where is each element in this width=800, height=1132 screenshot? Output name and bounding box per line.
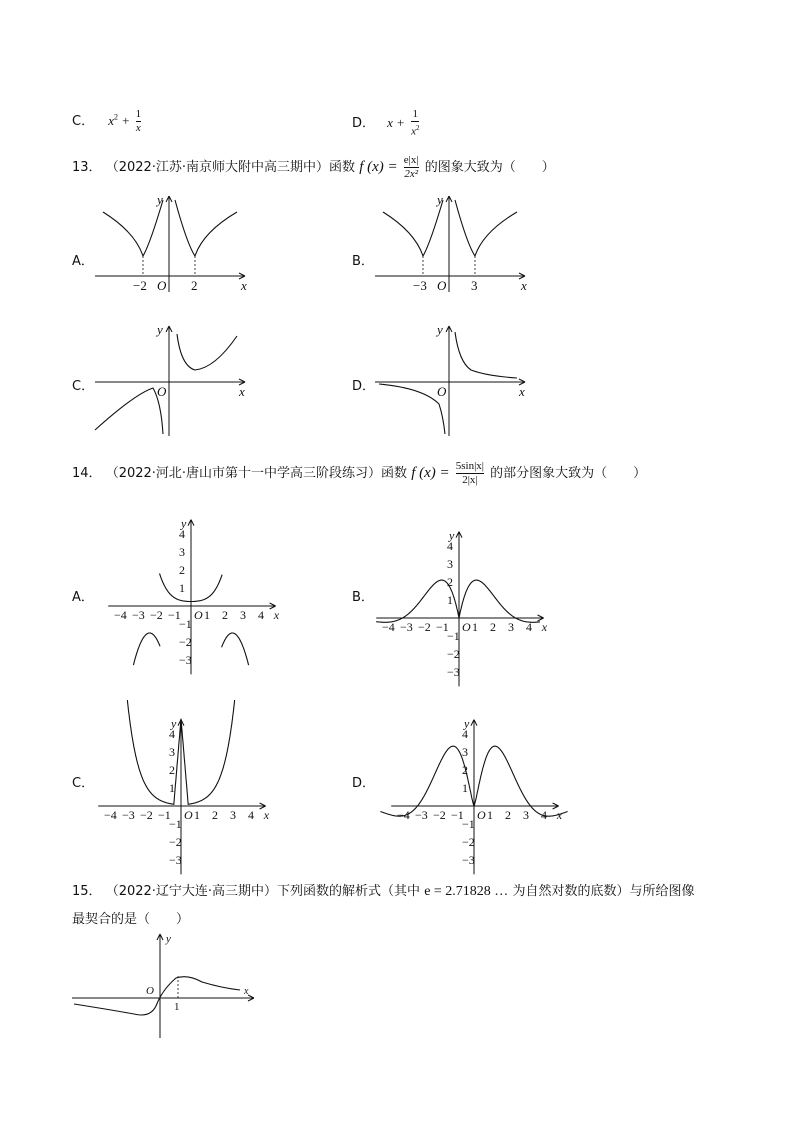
y-tick-label: 1	[462, 781, 468, 795]
tick-3: 3	[471, 278, 478, 293]
q13-graph-b	[375, 192, 535, 294]
y-tick-label: −1	[447, 629, 460, 643]
q13-option-b[interactable]: B．	[352, 254, 374, 269]
tick-neg3: −3	[413, 278, 427, 293]
x-tick-label: −4	[114, 608, 127, 622]
e-constant: e = 2.71828 …	[424, 884, 509, 899]
x-label: x	[244, 986, 249, 997]
q13-graph-a	[95, 192, 255, 294]
y-label: y	[157, 322, 163, 337]
question-number: 14．	[72, 466, 102, 481]
y-label: y	[171, 716, 177, 731]
y-tick-label: 1	[447, 593, 453, 607]
tick-2: 2	[191, 278, 198, 293]
x-label: x	[541, 620, 548, 634]
x-label: x	[273, 608, 280, 622]
x-tick-label: 3	[230, 808, 236, 822]
fraction: $\frac{1}{x^2}$	[411, 108, 420, 138]
x-tick-label: −4	[382, 620, 395, 634]
origin-label: O	[157, 278, 167, 293]
q14-option-c[interactable]: C．	[72, 776, 95, 791]
q13-graph-c	[95, 322, 255, 440]
q14-graph-b	[373, 500, 573, 680]
origin-label: O	[437, 278, 447, 293]
x-tick-label: −4	[397, 808, 410, 822]
origin-label: O	[194, 608, 203, 622]
x-tick-label: 3	[240, 608, 246, 622]
question-number: 15．	[72, 884, 102, 899]
expr-plus: +	[122, 113, 130, 128]
y-label: y	[464, 716, 470, 731]
x-label: x	[239, 384, 245, 399]
x-tick-label: 3	[523, 808, 529, 822]
x-tick-label: 1	[204, 608, 210, 622]
function-fraction: $\frac{e|x|}{\text{2x²}}$	[403, 154, 419, 180]
y-tick-label: 3	[179, 545, 185, 559]
q14-option-a[interactable]: A．	[72, 590, 94, 605]
function-curve	[133, 633, 160, 665]
y-label: y	[437, 322, 443, 337]
y-label: y	[181, 516, 187, 531]
x-tick-label: −3	[415, 808, 428, 822]
y-label: y	[437, 192, 443, 207]
y-tick-label: −1	[169, 817, 182, 831]
q14-stem	[72, 460, 646, 487]
x-tick-label: 4	[248, 808, 254, 822]
origin-label: O	[477, 808, 486, 822]
function-fraction: $\frac{5\sin|x|}{2|x|}$	[455, 460, 485, 486]
x-tick-label: 1	[487, 808, 493, 822]
x-label: x	[556, 808, 563, 822]
function-name: f (x) =	[359, 159, 398, 175]
q15-stem-line1	[72, 880, 694, 900]
expr-x: x	[108, 113, 114, 128]
origin-label: O	[184, 808, 193, 822]
origin-label: O	[157, 384, 167, 399]
x-tick-label: −1	[168, 608, 181, 622]
y-tick-label: −3	[462, 853, 475, 867]
question-source: （2022·辽宁大连·高三期中）下列函数的解析式（其中	[105, 884, 421, 899]
origin-label: O	[462, 620, 471, 634]
y-tick-label: 1	[179, 581, 185, 595]
q14-graph-c	[95, 688, 295, 868]
y-tick-label: 3	[169, 745, 175, 759]
x-label: x	[519, 384, 525, 399]
expr-exp: 2	[114, 112, 118, 122]
q13-graph-d	[375, 322, 535, 440]
x-tick-label: −2	[140, 808, 153, 822]
q15-graph	[72, 930, 262, 1042]
y-tick-label: 3	[462, 745, 468, 759]
y-tick-label: 1	[169, 781, 175, 795]
y-tick-label: −2	[462, 835, 475, 849]
y-tick-label: 4	[447, 539, 453, 553]
x-tick-label: −3	[400, 620, 413, 634]
y-tick-label: −3	[179, 653, 192, 667]
q12-option-d[interactable]	[352, 108, 421, 139]
fraction: $\frac{1}{x}$	[135, 108, 142, 134]
q14-graph-a	[95, 500, 295, 680]
q14-option-b[interactable]: B．	[352, 590, 374, 605]
x-tick-label: −1	[451, 808, 464, 822]
x-tick-label: 4	[258, 608, 264, 622]
y-tick-label: 2	[169, 763, 175, 777]
y-tick-label: −3	[169, 853, 182, 867]
question-tail: 的部分图象大致为（ ）	[490, 466, 647, 481]
question-tail: 为自然对数的底数）与所给图像	[512, 884, 695, 899]
tick-1: 1	[174, 1001, 180, 1013]
function-curve	[376, 580, 540, 622]
question-source: （2022·河北·唐山市第十一中学高三阶段练习）函数	[105, 466, 408, 481]
q14-graph-d	[373, 688, 573, 868]
x-tick-label: 2	[490, 620, 496, 634]
origin-label: O	[146, 985, 154, 997]
y-tick-label: 4	[179, 527, 185, 541]
x-label: x	[521, 278, 527, 293]
y-tick-label: 4	[462, 727, 468, 741]
y-tick-label: 4	[169, 727, 175, 741]
q13-option-a[interactable]: A．	[72, 254, 94, 269]
option-c-label: C．	[72, 114, 95, 129]
question-tail: 的图象大致为（ ）	[424, 160, 555, 175]
y-tick-label: 3	[447, 557, 453, 571]
y-tick-label: −1	[179, 617, 192, 631]
q13-option-c[interactable]: C．	[72, 379, 95, 394]
x-tick-label: 3	[508, 620, 514, 634]
q12-option-c[interactable]	[72, 108, 143, 135]
x-tick-label: 2	[505, 808, 511, 822]
tick-neg2: −2	[133, 278, 147, 293]
x-tick-label: −1	[158, 808, 171, 822]
x-tick-label: −4	[104, 808, 117, 822]
x-tick-label: 4	[541, 808, 547, 822]
q15-stem-line2: 最契合的是（ ）	[72, 912, 190, 927]
x-label: x	[263, 808, 270, 822]
y-tick-label: −2	[169, 835, 182, 849]
q13-option-d[interactable]: D．	[352, 379, 376, 394]
y-tick-label: −2	[179, 635, 192, 649]
x-label: x	[241, 278, 247, 293]
question-source: （2022·江苏·南京师大附中高三期中）函数	[105, 160, 356, 175]
function-name: f (x) =	[411, 465, 450, 481]
question-number: 13．	[72, 160, 102, 175]
x-tick-label: 4	[526, 620, 532, 634]
y-label: y	[157, 192, 163, 207]
x-tick-label: 2	[222, 608, 228, 622]
y-tick-label: 2	[179, 563, 185, 577]
x-tick-label: −2	[418, 620, 431, 634]
y-tick-label: 2	[462, 763, 468, 777]
y-label: y	[449, 528, 455, 543]
y-label: y	[166, 933, 171, 945]
function-curve	[222, 633, 249, 665]
y-tick-label: −3	[447, 665, 460, 679]
expr-x-plus: x +	[387, 114, 405, 130]
y-tick-label: −1	[462, 817, 475, 831]
y-tick-label: −2	[447, 647, 460, 661]
x-tick-label: −1	[436, 620, 449, 634]
x-tick-label: 1	[194, 808, 200, 822]
x-tick-label: 2	[212, 808, 218, 822]
x-tick-label: −2	[433, 808, 446, 822]
origin-label: O	[437, 384, 447, 399]
x-tick-label: −2	[150, 608, 163, 622]
y-tick-label: 2	[447, 575, 453, 589]
x-tick-label: −3	[122, 808, 135, 822]
option-d-label: D．	[352, 115, 376, 131]
x-tick-label: −3	[132, 608, 145, 622]
x-tick-label: 1	[472, 620, 478, 634]
q13-stem	[72, 154, 555, 181]
q14-option-d[interactable]: D．	[352, 776, 376, 791]
